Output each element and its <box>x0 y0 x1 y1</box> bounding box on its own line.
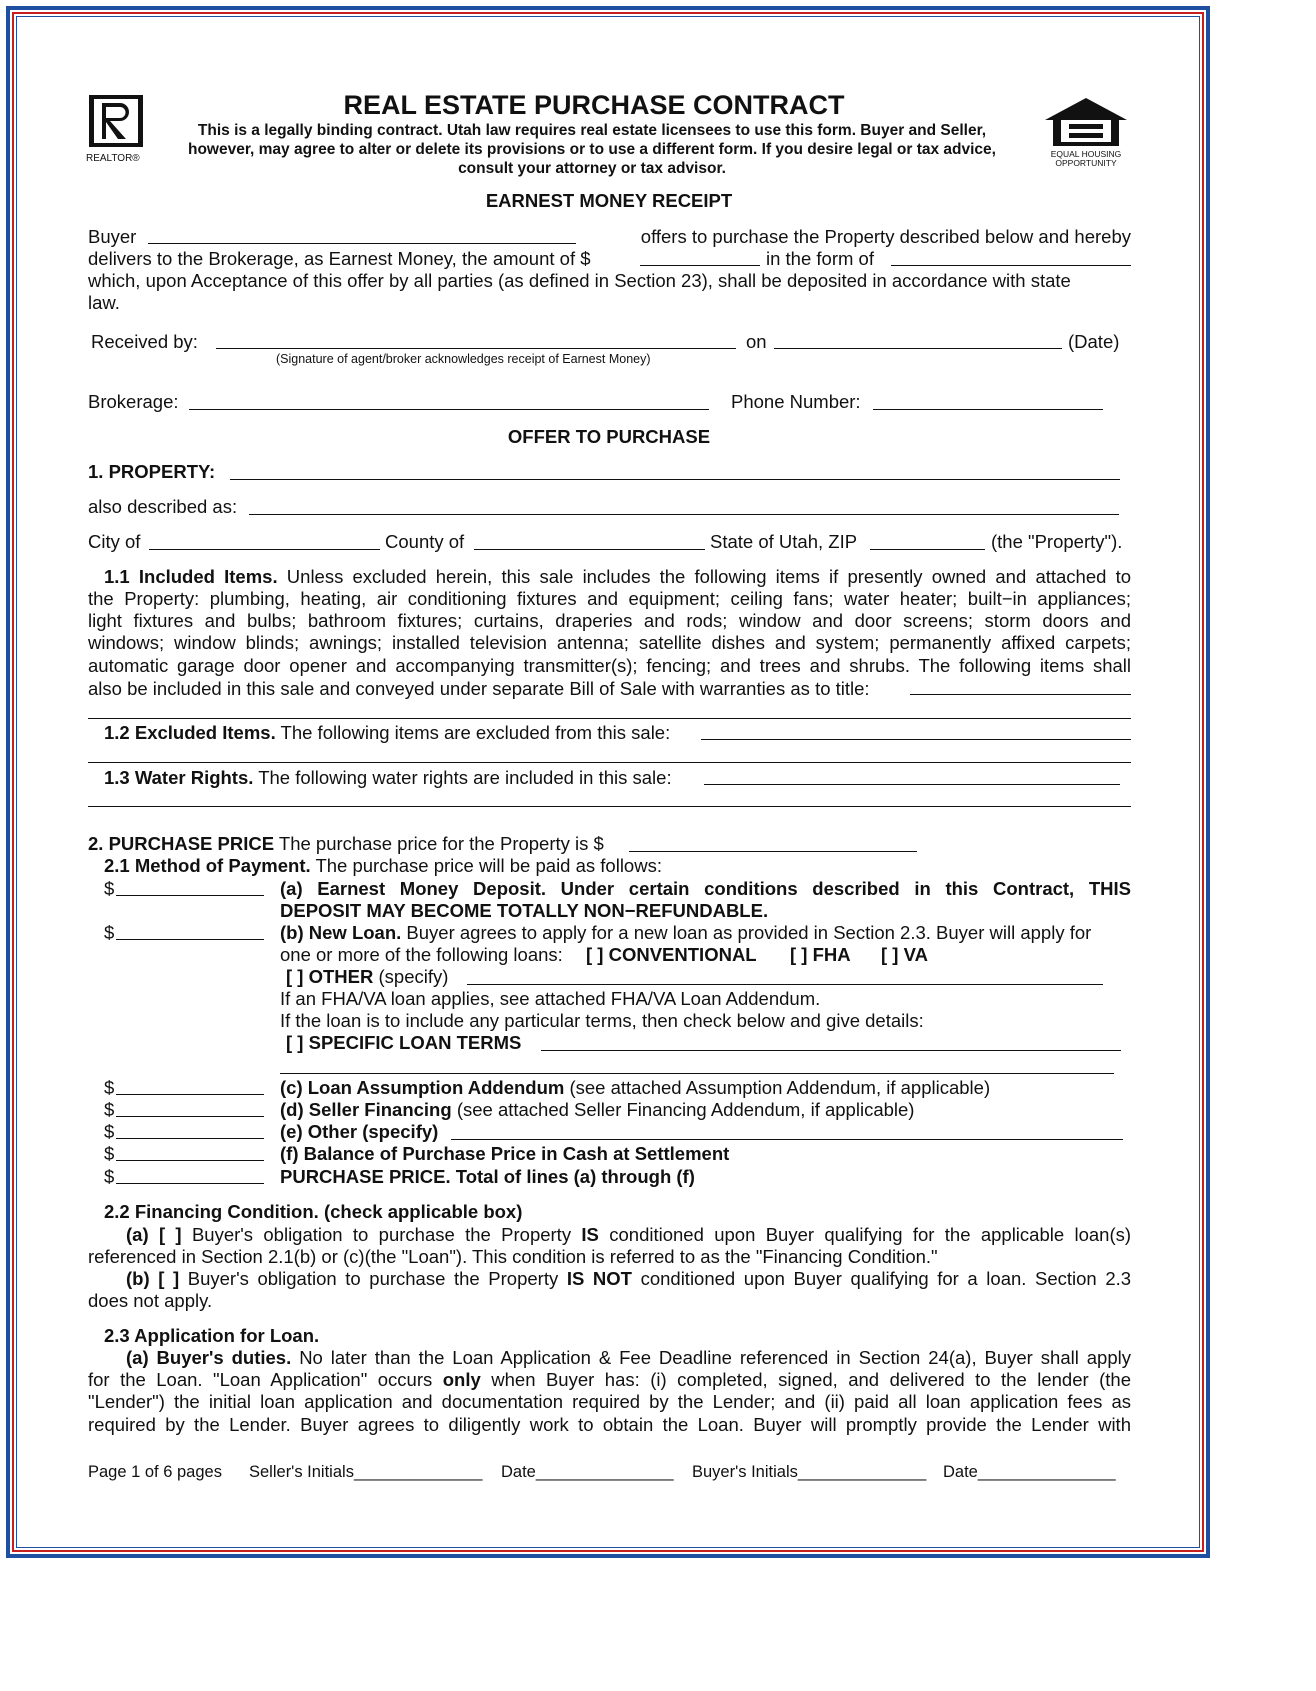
the-property-label: (the "Property"). <box>991 531 1123 552</box>
cash-balance-amount-field[interactable] <box>116 1160 264 1161</box>
footer-page-number: Page 1 of 6 pages <box>88 1463 222 1481</box>
other-amount-field[interactable] <box>116 1138 264 1139</box>
purchase-price-text: 2. PURCHASE PRICE The purchase price for the Property is $ <box>88 833 604 854</box>
water-rights-field[interactable] <box>704 784 1120 785</box>
financing-a-line-2: referenced in Section 2.1(b) or (c)(the "Loan"). This condition is referred to as the "Financing Condition." <box>88 1246 938 1267</box>
earnest-amount-field[interactable] <box>640 265 760 266</box>
seller-financing-text: (d) Seller Financing (see attached Seller Financing Addendum, if applicable) <box>280 1099 915 1120</box>
purchase-price-field[interactable] <box>629 851 917 852</box>
footer-seller-date[interactable]: Date_______________ <box>501 1463 674 1481</box>
dollar-sign-f: $ <box>104 1143 115 1164</box>
city-label: City of <box>88 531 141 552</box>
also-described-field[interactable] <box>249 514 1119 515</box>
new-loan-amount-field[interactable] <box>116 939 264 940</box>
total-price-text: PURCHASE PRICE. Total of lines (a) through (f) <box>280 1166 695 1187</box>
specific-loan-terms-field[interactable] <box>541 1050 1121 1051</box>
loan-terms-note: If the loan is to include any particular terms, then check below and give details: <box>280 1010 924 1031</box>
financing-a-line-1: (a) [ ] Buyer's obligation to purchase the Property IS conditioned upon Buyer qualifying for the applicable loan(s) <box>126 1224 1132 1245</box>
application-line-4: required by the Lender. Buyer agrees to diligently work to obtain the Loan. Buyer will promptly provide the Lender with <box>88 1414 1131 1435</box>
phone-label: Phone Number: <box>731 391 861 412</box>
total-price-amount-field[interactable] <box>116 1183 264 1184</box>
signature-note: (Signature of agent/broker acknowledges receipt of Earnest Money) <box>276 352 651 366</box>
loan-assumption-text: (c) Loan Assumption Addendum (see attached Assumption Addendum, if applicable) <box>280 1077 991 1098</box>
phone-field[interactable] <box>873 409 1103 410</box>
form-of-text: in the form of <box>766 248 874 269</box>
earnest-heading: EARNEST MONEY RECEIPT <box>485 190 733 211</box>
financing-b-checkbox[interactable]: (b) [ ] <box>126 1268 180 1289</box>
realtor-label: REALTOR® <box>86 153 140 164</box>
footer-seller-initials[interactable]: Seller's Initials______________ <box>249 1463 483 1481</box>
other-specify-text: (e) Other (specify) <box>280 1121 439 1142</box>
included-items-line-5: automatic garage door opener and accompanying transmitter(s); fencing; and trees and shrubs. The following items shall <box>88 655 1131 676</box>
date-paren-label: (Date) <box>1068 331 1120 352</box>
law-text: law. <box>88 292 120 313</box>
acceptance-text: which, upon Acceptance of this offer by all parties (as defined in Section 23), shall be deposited in accordance with state <box>88 270 1071 291</box>
included-items-title: 1.1 Included Items. <box>104 566 278 587</box>
zip-field[interactable] <box>870 549 985 550</box>
dollar-sign-e: $ <box>104 1121 115 1142</box>
financing-b-line-2: does not apply. <box>88 1290 213 1311</box>
buyer-name-field[interactable] <box>148 243 576 244</box>
city-field[interactable] <box>149 549 380 550</box>
va-checkbox[interactable]: [ ] VA <box>881 944 928 965</box>
specific-loan-terms-field-2[interactable] <box>280 1073 1114 1074</box>
water-rights-field-2[interactable] <box>88 806 1131 807</box>
assumption-amount-field[interactable] <box>116 1094 264 1095</box>
offer-heading: OFFER TO PURCHASE <box>507 426 711 447</box>
included-items-line-1: 1.1 Included Items. Unless excluded herein, this sale includes the following items if presently owned and attached to <box>104 566 1132 587</box>
received-date-field[interactable] <box>774 348 1062 349</box>
other-specify-field[interactable] <box>451 1139 1123 1140</box>
other-loan-field[interactable] <box>467 984 1103 985</box>
seller-financing-amount-field[interactable] <box>116 1116 264 1117</box>
financing-condition-title: 2.2 Financing Condition. (check applicable box) <box>104 1201 523 1222</box>
included-items-field-2[interactable] <box>88 718 1131 719</box>
property-field[interactable] <box>230 479 1120 480</box>
intro-line-3: consult your attorney or tax advisor. <box>458 160 726 177</box>
dollar-sign-c: $ <box>104 1077 115 1098</box>
excluded-items-field[interactable] <box>701 739 1131 740</box>
application-line-2: for the Loan. "Loan Application" occurs only when Buyer has: (i) completed, signed, and delivered to the lender (the <box>88 1369 1132 1390</box>
intro-line-1: This is a legally binding contract. Utah law requires real estate licensees to use this form. Buyer and Seller, <box>197 122 987 139</box>
application-line-3: "Lender") the initial loan application and documentation required by the Lender; and (ii) paid all loan application fees as <box>88 1391 1131 1412</box>
dollar-sign-a: $ <box>104 878 115 899</box>
footer-buyer-date[interactable]: Date_______________ <box>943 1463 1116 1481</box>
financing-a-checkbox[interactable]: (a) [ ] <box>126 1224 182 1245</box>
excluded-items-field-2[interactable] <box>88 762 1131 763</box>
earnest-deposit-line-2: DEPOSIT MAY BECOME TOTALLY NON−REFUNDABLE. <box>280 900 769 921</box>
received-signature-field[interactable] <box>216 348 736 349</box>
state-zip-label: State of Utah, ZIP <box>710 531 858 552</box>
on-label: on <box>746 331 767 352</box>
included-items-line-4: windows; window blinds; awnings; installed television antenna; satellite dishes and system; permanently affixed carpets; <box>88 632 1131 653</box>
fha-va-note: If an FHA/VA loan applies, see attached FHA/VA Loan Addendum. <box>280 988 821 1009</box>
buyer-label: Buyer <box>88 226 137 247</box>
other-loan-text: [ ] OTHER (specify) <box>286 966 449 987</box>
specific-loan-terms-checkbox[interactable]: [ ] SPECIFIC LOAN TERMS <box>286 1032 522 1053</box>
application-title: 2.3 Application for Loan. <box>104 1325 320 1346</box>
included-items-field[interactable] <box>910 694 1131 695</box>
new-loan-line-2: one or more of the following loans: <box>280 944 563 965</box>
other-loan-checkbox[interactable]: [ ] OTHER <box>286 966 374 987</box>
financing-b-line-1: (b) [ ] Buyer's obligation to purchase the Property IS NOT conditioned upon Buyer qualifying for a loan. Section 2.3 <box>126 1268 1132 1289</box>
water-rights-text: 1.3 Water Rights. The following water rights are included in this sale: <box>104 767 672 788</box>
earnest-deposit-line-1: (a) Earnest Money Deposit. Under certain conditions described in this Contract, THIS <box>280 878 1131 899</box>
intro-line-2: however, may agree to alter or delete its provisions or to use a different form. If you desire legal or tax advice, <box>188 141 996 158</box>
dollar-sign-d: $ <box>104 1099 115 1120</box>
included-items-line-3: light fixtures and bulbs; bathroom fixtures; curtains, draperies and rods; window and door screens; storm doors and <box>88 610 1131 631</box>
brokerage-field[interactable] <box>189 409 709 410</box>
eho-label-2: OPPORTUNITY <box>1055 158 1117 168</box>
eho-label-1: EQUAL HOUSING <box>1050 149 1122 159</box>
method-of-payment-text: 2.1 Method of Payment. The purchase price will be paid as follows: <box>104 855 662 876</box>
excluded-items-text: 1.2 Excluded Items. The following items are excluded from this sale: <box>104 722 671 743</box>
cash-balance-text: (f) Balance of Purchase Price in Cash at Settlement <box>280 1143 730 1164</box>
earnest-deposit-amount-field[interactable] <box>116 895 264 896</box>
received-by-label: Received by: <box>91 331 198 352</box>
application-line-1: (a) Buyer's duties. No later than the Loan Application & Fee Deadline referenced in Section 24(a), Buyer shall apply <box>126 1347 1131 1368</box>
new-loan-line-1: (b) New Loan. Buyer agrees to apply for a new loan as provided in Section 2.3. Buyer will apply for <box>280 922 1092 943</box>
fha-checkbox[interactable]: [ ] FHA <box>790 944 851 965</box>
included-items-line-6: also be included in this sale and conveyed under separate Bill of Sale with warranties as to title: <box>88 678 870 699</box>
earnest-amount-text: delivers to the Brokerage, as Earnest Money, the amount of $ <box>88 248 591 269</box>
also-described-label: also described as: <box>88 496 238 517</box>
county-field[interactable] <box>474 549 705 550</box>
brokerage-label: Brokerage: <box>88 391 179 412</box>
dollar-sign-b: $ <box>104 922 115 943</box>
county-label: County of <box>385 531 465 552</box>
property-label: 1. PROPERTY: <box>88 461 216 482</box>
dollar-sign-total: $ <box>104 1166 115 1187</box>
footer-buyer-initials[interactable]: Buyer's Initials______________ <box>692 1463 927 1481</box>
page-title: REAL ESTATE PURCHASE CONTRACT <box>343 90 845 120</box>
included-items-line-2: the Property: plumbing, heating, air conditioning fixtures and equipment; ceiling fans; water heater; built−in appliances; <box>88 588 1131 609</box>
earnest-form-field[interactable] <box>891 265 1131 266</box>
conventional-checkbox[interactable]: [ ] CONVENTIONAL <box>586 944 757 965</box>
buyer-offer-text: offers to purchase the Property described below and hereby <box>640 226 1131 247</box>
